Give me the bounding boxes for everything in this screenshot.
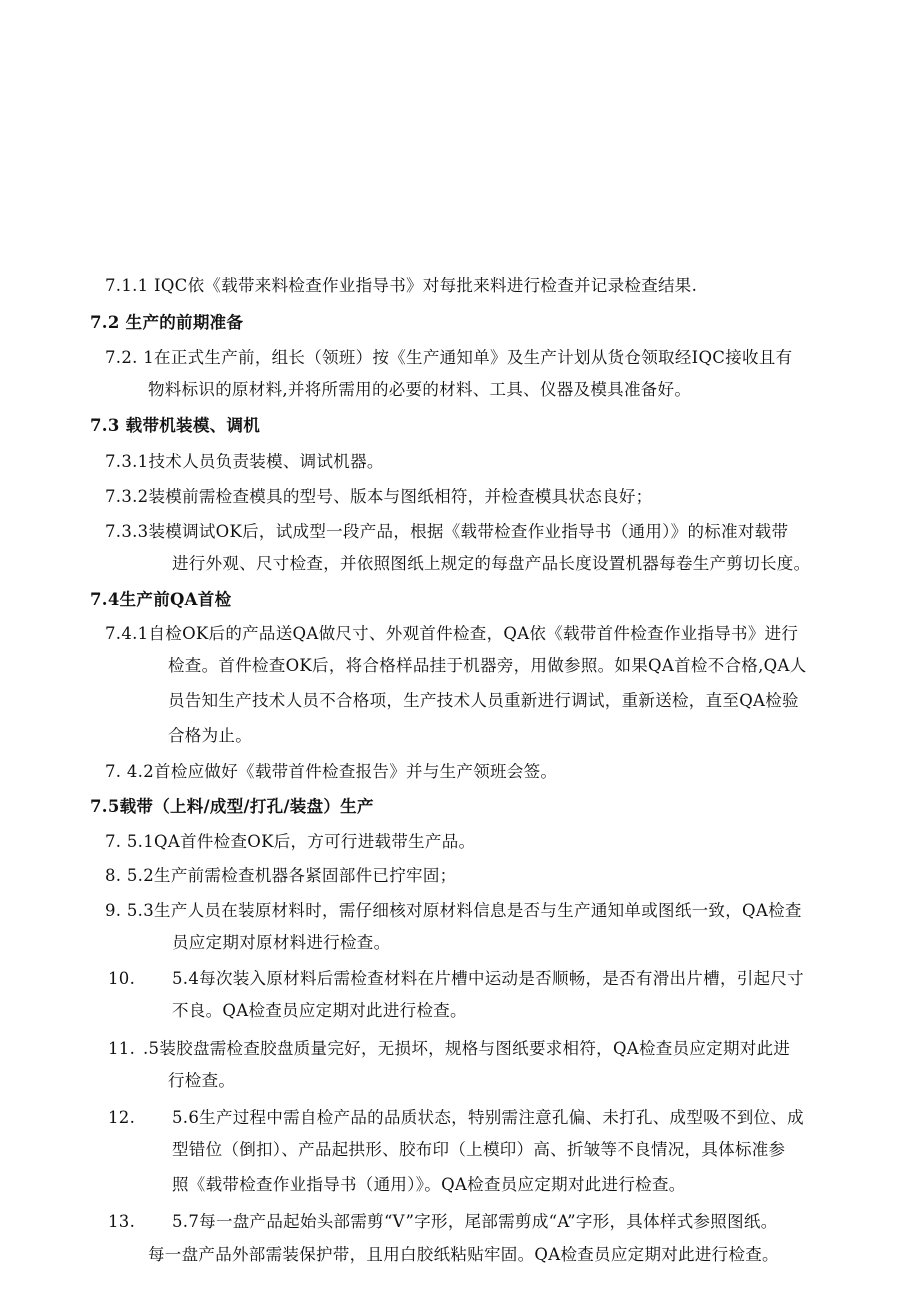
clause-7-5-4-line2: 不良。QA检查员应定期对此进行检查。 [172, 1001, 467, 1020]
heading-7-2: 7.2 生产的前期准备 [90, 313, 244, 332]
clause-7-5-3-line2: 员应定期对原材料进行检查。 [172, 933, 391, 952]
clause-7-4-2: 7. 4.2首检应做好《载带首件检查报告》并与生产领班会签。 [105, 762, 558, 781]
item-number-13: 13. [108, 1212, 136, 1231]
clause-7-5-7-line1: 5.7每一盘产品起始头部需剪“V”字形，尾部需剪成“A”字形，具体样式参照图纸。 [172, 1212, 778, 1231]
clause-7-5-7-line2: 每一盘产品外部需装保护带，且用白胶纸粘贴牢固。QA检查员应定期对此进行检查。 [148, 1245, 779, 1264]
clause-7-5-6-line2: 型错位（倒扣）、产品起拱形、胶布印（上模印）高、折皱等不良情况，具体标准参 [172, 1140, 786, 1159]
clause-7-3-3-line1: 7.3.3装模调试OK后，试成型一段产品，根据《载带检查作业指导书（通用）》的标准对载带 [105, 522, 789, 541]
clause-7-4-1-line2: 检查。首件检查OK后，将合格样品挂于机器旁，用做参照。如果QA首检不合格,QA人 [168, 656, 807, 675]
clause-7-5-1: 7. 5.1QA首件检查OK后，方可行进载带生产品。 [105, 832, 476, 851]
clause-7-5-4-line1: 5.4每次装入原材料后需检查材料在片槽中运动是否顺畅，是否有滑出片槽，引起尺寸 [172, 969, 804, 988]
item-number-10: 10. [108, 969, 136, 988]
clause-7-5-3-line1: 9. 5.3生产人员在装原材料时，需仔细核对原材料信息是否与生产通知单或图纸一致，QA检查 [105, 901, 802, 920]
heading-7-4: 7.4生产前QA首检 [90, 590, 232, 609]
clause-7-5-2: 8. 5.2生产前需检查机器各紧固部件已拧牢固； [105, 866, 457, 885]
clause-7-3-3-line2: 进行外观、尺寸检查，并依照图纸上规定的每盘产品长度设置机器每卷生产剪切长度。 [172, 554, 811, 573]
clause-7-5-5-line1: .5装胶盘需检查胶盘质量完好，无损坏，规格与图纸要求相符，QA检查员应定期对此进 [143, 1039, 791, 1058]
heading-7-3: 7.3 载带机装模、调机 [90, 416, 261, 435]
item-number-12: 12. [108, 1108, 136, 1127]
clause-7-5-5-line2: 行检查。 [168, 1071, 236, 1090]
clause-7-3-1: 7.3.1技术人员负责装模、调试机器。 [105, 452, 384, 471]
clause-7-3-2: 7.3.2装模前需检查模具的型号、版本与图纸相符，并检查模具状态良好； [105, 487, 653, 506]
clause-7-2-1-line1: 7.2. 1在正式生产前，组长（领班）按《生产通知单》及生产计划从货仓领取经IQC接收且有 [105, 348, 793, 367]
clause-7-4-1-line3: 员告知生产技术人员不合格项，生产技术人员重新进行调试，重新送检，直至QA检验 [168, 691, 799, 710]
clause-7-5-6-line1: 5.6生产过程中需自检产品的品质状态，特别需注意孔偏、未打孔、成型吸不到位、成 [172, 1108, 804, 1127]
heading-7-5: 7.5载带（上料/成型/打孔/装盘）生产 [90, 797, 374, 816]
clause-7-4-1-line4: 合格为止。 [168, 726, 252, 745]
clause-7-4-1-line1: 7.4.1自检OK后的产品送QA做尺寸、外观首件检查，QA依《载带首件检查作业指导书》进行 [105, 624, 799, 643]
clause-7-1-1: 7.1.1 IQC依《载带来料检查作业指导书》对每批来料进行检查并记录检查结果. [105, 276, 698, 295]
clause-7-2-1-line2: 物料标识的原材料,并将所需用的必要的材料、工具、仪器及模具准备好。 [148, 380, 692, 399]
clause-7-5-6-line3: 照《载带检查作业指导书（通用）》。QA检查员应定期对此进行检查。 [172, 1175, 686, 1194]
item-number-11: 11. [108, 1039, 136, 1058]
